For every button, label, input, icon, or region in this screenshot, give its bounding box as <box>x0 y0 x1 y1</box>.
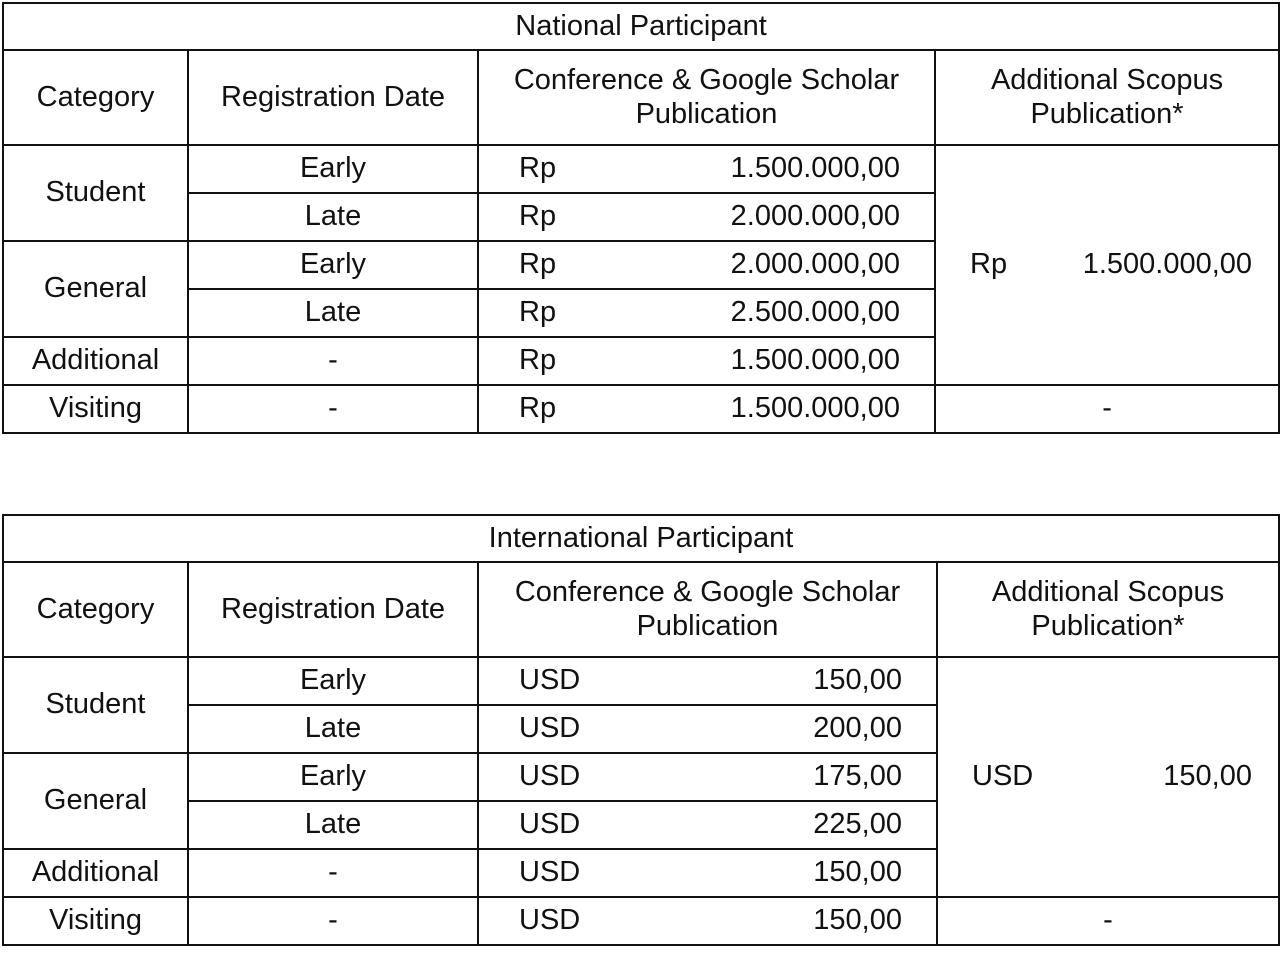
scopus-fee-cell: - <box>935 385 1279 433</box>
column-header-conference: Conference & Google Scholar Publication <box>478 562 937 657</box>
currency-label: Rp <box>519 344 557 377</box>
conference-fee-cell <box>478 849 937 897</box>
currency-label: Rp <box>519 296 557 329</box>
table-title: National Participant <box>3 3 1279 50</box>
registration-date-cell: Early <box>188 145 478 193</box>
amount-value: 2.000.000,00 <box>730 248 900 281</box>
column-header-scopus: Additional Scopus Publication* <box>935 50 1279 145</box>
conference-fee-cell <box>478 705 937 753</box>
category-cell: General <box>3 241 188 337</box>
currency-label: Rp <box>519 152 557 185</box>
table-title: International Participant <box>3 515 1279 562</box>
registration-date-cell: Early <box>188 241 478 289</box>
currency-label: USD <box>519 856 581 889</box>
conference-fee-cell <box>478 657 937 705</box>
scopus-fee-cell <box>937 657 1279 897</box>
currency-label: USD <box>972 760 1034 793</box>
conference-fee-cell <box>478 289 935 337</box>
conference-fee-cell <box>478 145 935 193</box>
column-header-registration-date: Registration Date <box>188 562 478 657</box>
category-cell: Student <box>3 657 188 753</box>
registration-date-cell: - <box>188 337 478 385</box>
currency-label: USD <box>519 904 581 937</box>
registration-date-cell: Early <box>188 657 478 705</box>
column-header-category: Category <box>3 50 188 145</box>
conference-fee-cell <box>478 753 937 801</box>
amount-value: 150,00 <box>813 856 902 889</box>
amount-value: 175,00 <box>813 760 902 793</box>
registration-date-cell: - <box>188 849 478 897</box>
conference-fee-cell <box>478 801 937 849</box>
registration-date-cell: Late <box>188 801 478 849</box>
amount-value: 2.500.000,00 <box>730 296 900 329</box>
currency-label: USD <box>519 712 581 745</box>
conference-fee-cell <box>478 385 935 433</box>
category-cell: Additional <box>3 337 188 385</box>
amount-value: 200,00 <box>813 712 902 745</box>
registration-date-cell: - <box>188 385 478 433</box>
amount-value: 1.500.000,00 <box>730 344 900 377</box>
international-fee-table <box>2 514 1280 946</box>
category-cell: General <box>3 753 188 849</box>
column-header-conference: Conference & Google Scholar Publication <box>478 50 935 145</box>
conference-fee-cell <box>478 241 935 289</box>
table-row <box>3 385 1279 433</box>
column-header-scopus: Additional Scopus Publication* <box>937 562 1279 657</box>
currency-label: USD <box>519 664 581 697</box>
column-header-category: Category <box>3 562 188 657</box>
scopus-fee-cell: - <box>937 897 1279 945</box>
amount-value: 2.000.000,00 <box>730 200 900 233</box>
currency-label: Rp <box>519 392 557 425</box>
category-cell: Visiting <box>3 897 188 945</box>
category-cell: Visiting <box>3 385 188 433</box>
amount-value: 225,00 <box>813 808 902 841</box>
registration-date-cell: Late <box>188 705 478 753</box>
table-row <box>3 657 1279 705</box>
category-cell: Student <box>3 145 188 241</box>
currency-label: Rp <box>519 248 557 281</box>
amount-value: 150,00 <box>813 664 902 697</box>
currency-label: USD <box>519 760 581 793</box>
amount-value: 150,00 <box>1163 760 1252 793</box>
registration-date-cell: - <box>188 897 478 945</box>
column-header-registration-date: Registration Date <box>188 50 478 145</box>
conference-fee-cell <box>478 337 935 385</box>
scopus-fee-cell <box>935 145 1279 385</box>
currency-label: USD <box>519 808 581 841</box>
registration-date-cell: Late <box>188 289 478 337</box>
conference-fee-cell <box>478 193 935 241</box>
amount-value: 1.500.000,00 <box>730 392 900 425</box>
category-cell: Additional <box>3 849 188 897</box>
national-fee-table <box>2 2 1280 434</box>
table-row <box>3 145 1279 193</box>
amount-value: 1.500.000,00 <box>1082 248 1253 281</box>
registration-date-cell: Late <box>188 193 478 241</box>
table-row <box>3 897 1279 945</box>
currency-label: Rp <box>519 200 557 233</box>
amount-value: 150,00 <box>813 904 902 937</box>
amount-value: 1.500.000,00 <box>730 152 900 185</box>
currency-label: Rp <box>970 248 1008 281</box>
registration-date-cell: Early <box>188 753 478 801</box>
conference-fee-cell <box>478 897 937 945</box>
